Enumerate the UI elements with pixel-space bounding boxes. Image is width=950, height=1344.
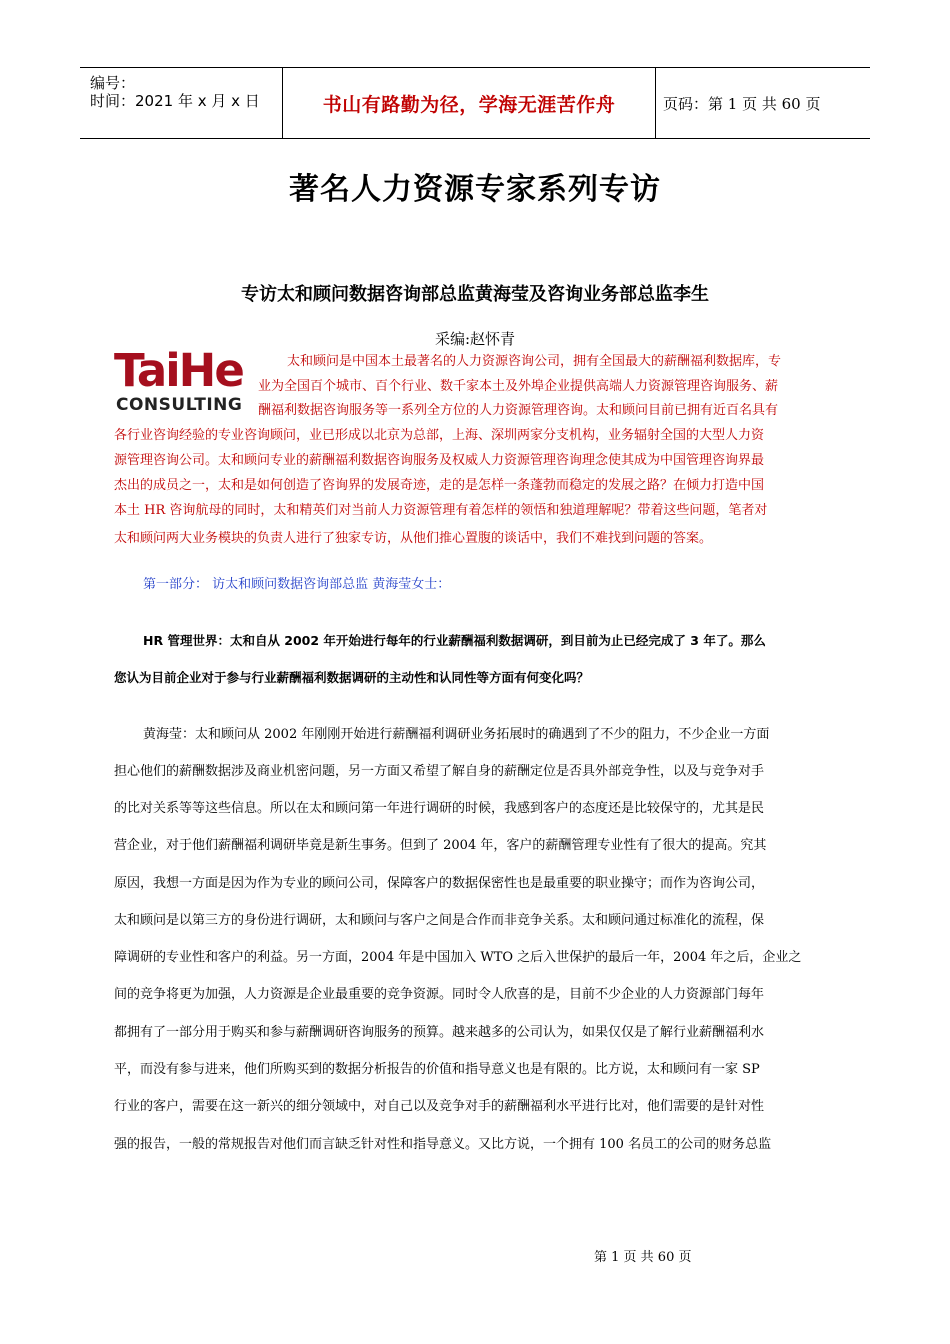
logo-word: TaiHe (114, 344, 243, 397)
header-info-cell (80, 68, 282, 138)
header-page-cell (655, 68, 870, 138)
intro-line: 太和顾问是中国本土最著名的人力资源咨询公司，拥有全国最大的薪酬福利数据库，专 (287, 354, 782, 369)
answer-line: 黄海莹：太和顾问从 2002 年刚刚开始进行薪酬福利调研业务拓展时的确遇到了不少的阻力，不少企业一方面 (143, 727, 770, 742)
byline: 采编:赵怀青 (434, 330, 516, 348)
section-label: 第一部分： 访太和顾问数据咨询部总监 黄海莹女士： (143, 577, 451, 592)
article-subtitle: 专访太和顾问数据咨询部总监黄海莹及咨询业务部总监李生 (241, 284, 709, 305)
answer-line: 行业的客户，需要在这一新兴的细分领域中，对自己以及竞争对手的薪酬福利水平进行比对，他们需要的是针对性 (114, 1099, 765, 1114)
answer-line: 原因，我想一方面是因为作为专业的顾问公司，保障客户的数据保密性也是最重要的职业操守；而作为咨询公司， (114, 876, 765, 891)
answer-line: 障调研的专业性和客户的利益。另一方面，2004 年是中国加入 WTO 之后入世保护的最后一年，2004 年之后，企业之 (114, 950, 802, 965)
intro-line: 业为全国百个城市、百个行业、数千家本土及外埠企业提供高端人力资源管理咨询服务、薪 (258, 379, 779, 394)
question-line: 您认为目前企业对于参与行业薪酬福利数据调研的主动性和认同性等方面有何变化吗？ (114, 670, 590, 685)
header-page-info: 页码：第 1 页 共 60 页 (663, 95, 821, 113)
header-table (80, 67, 870, 139)
intro-line: 太和顾问两大业务模块的负责人进行了独家专访，从他们推心置腹的谈话中，我们不难找到问题的答案。 (114, 531, 713, 546)
document-time-label: 时间：2021 年 x 月 x 日 (90, 92, 260, 110)
answer-line: 都拥有了一部分用于购买和参与薪酬调研咨询服务的预算。越来越多的公司认为，如果仅仅是了解行业薪酬福利水 (114, 1025, 765, 1040)
answer-line: 营企业，对于他们薪酬福利调研毕竟是新生事务。但到了 2004 年，客户的薪酬管理专业性有了很大的提高。究其 (114, 838, 767, 853)
intro-line: 杰出的成员之一，太和是如何创造了咨询界的发展奇迹，走的是怎样一条蓬勃而稳定的发展之路？在倾力打造中国 (114, 478, 765, 493)
page-title: 著名人力资源专家系列专访 (289, 172, 661, 207)
answer-line: 的比对关系等等这些信息。所以在太和顾问第一年进行调研的时候，我感到客户的态度还是比较保守的，尤其是民 (114, 801, 765, 816)
answer-line: 强的报告，一般的常规报告对他们而言缺乏针对性和指导意义。又比方说，一个拥有 100 名员工的公司的财务总监 (114, 1137, 772, 1152)
intro-line: 源管理咨询公司。太和顾问专业的薪酬福利数据咨询服务及权威人力资源管理咨询理念使其成为中国管理咨询界最 (114, 453, 765, 468)
intro-line: 本土 HR 咨询航母的同时，太和精英们对当前人力资源管理有着怎样的领悟和独道理解呢？带着这些问题，笔者对 (114, 503, 768, 518)
taihe-logo (114, 344, 260, 419)
intro-line: 各行业咨询经验的专业咨询顾问，业已形成以北京为总部，上海、深圳两家分支机构，业务辐射全国的大型人力资 (114, 428, 765, 443)
answer-line: 太和顾问是以第三方的身份进行调研，太和顾问与客户之间是合作而非竞争关系。太和顾问通过标准化的流程，保 (114, 913, 765, 928)
logo-subword: CONSULTING (116, 395, 243, 415)
page-footer: 第 1 页 共 60 页 (594, 1250, 692, 1265)
header-motto-cell (282, 68, 656, 138)
answer-line: 间的竞争将更为加强，人力资源是企业最重要的竞争资源。同时令人欣喜的是，目前不少企业的人力资源部门每年 (114, 987, 765, 1002)
header-motto: 书山有路勤为径，学海无涯苦作舟 (322, 94, 616, 116)
question-line: HR 管理世界：太和自从 2002 年开始进行每年的行业薪酬福利数据调研，到目前为止已经完成了 3 年了。那么 (143, 633, 766, 648)
document-number-label: 编号： (90, 74, 136, 92)
answer-line: 平，而没有参与进来，他们所购买到的数据分析报告的价值和指导意义也是有限的。比方说，太和顾问有一家 SP (114, 1062, 760, 1077)
answer-line: 担心他们的薪酬数据涉及商业机密问题，另一方面又希望了解自身的薪酬定位是否具外部竞争性，以及与竞争对手 (114, 764, 765, 779)
intro-line: 酬福利数据咨询服务等一系列全方位的人力资源管理咨询。太和顾问目前已拥有近百名具有 (258, 403, 779, 418)
